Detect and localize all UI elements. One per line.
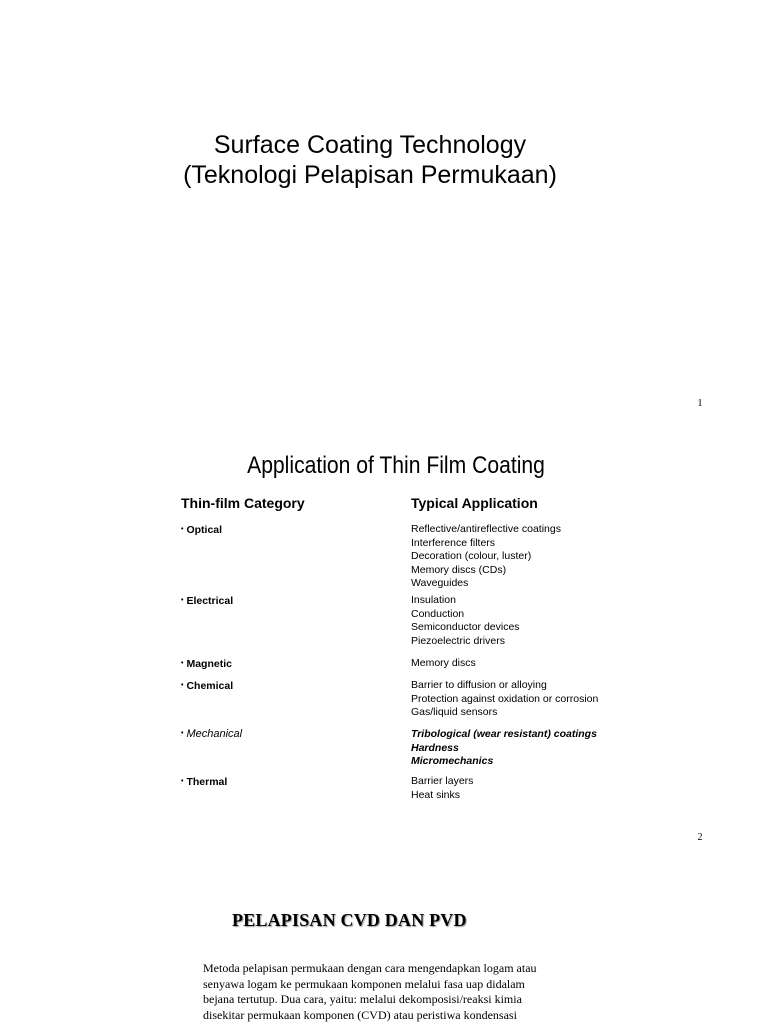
slide-1-title-line-2: (Teknologi Pelapisan Permukaan) <box>183 161 557 189</box>
category-electrical <box>181 594 233 609</box>
category-mechanical <box>181 727 242 742</box>
applications-electrical <box>411 594 520 648</box>
application-item: Reflective/antireflective coatings <box>411 523 561 535</box>
application-item: Memory discs (CDs) <box>411 563 507 576</box>
applications-mechanical <box>411 728 597 769</box>
application-item: Barrier layers <box>411 775 474 787</box>
application-item: Hardness <box>411 741 459 754</box>
application-item: Decoration (colour, luster) <box>411 550 532 562</box>
category-magnetic <box>181 657 232 672</box>
application-item: Protection against oxidation or corrosion <box>411 692 599 705</box>
column-header-application: Typical Application <box>411 495 538 511</box>
bullet: • <box>181 778 184 785</box>
category-label: Optical <box>186 524 223 536</box>
application-item: Gas/liquid sensors <box>411 706 498 718</box>
slide-2-title: Application of Thin Film Coating <box>247 452 545 479</box>
category-thermal <box>181 775 227 790</box>
application-item: Semiconductor devices <box>411 621 520 633</box>
applications-magnetic <box>411 657 476 671</box>
application-item: Memory discs <box>411 657 476 669</box>
application-item: Tribological (wear resistant) coatings <box>411 728 597 740</box>
application-item: Barrier to diffusion or alloying <box>411 679 547 691</box>
bullet: • <box>181 597 184 604</box>
bullet: • <box>181 682 184 689</box>
body-line: Metoda pelapisan permukaan dengan cara mengendapkan logam atau <box>203 961 537 975</box>
application-item: Micromechanics <box>411 755 494 767</box>
page-number-2: 2 <box>697 832 703 843</box>
category-label: Electrical <box>186 595 234 607</box>
body-line: bejana tertutup. Dua cara, yaitu: melalui dekomposisi/reaksi kimia <box>203 992 522 1006</box>
applications-chemical <box>411 679 598 720</box>
slide-1-title-line-1: Surface Coating Technology <box>213 131 527 159</box>
application-item: Waveguides <box>411 577 469 589</box>
page-number-1: 1 <box>697 398 703 409</box>
category-label: Thermal <box>186 776 228 788</box>
category-optical <box>181 523 222 538</box>
application-item: Insulation <box>411 594 456 606</box>
application-item: Conduction <box>411 607 465 620</box>
bullet: • <box>181 730 184 737</box>
body-line: disekitar permukaan komponen (CVD) atau peristiwa kondensasi <box>203 1007 517 1022</box>
application-item: Heat sinks <box>411 788 461 801</box>
bullet: • <box>181 526 184 533</box>
body-line: senyawa logam ke permukaan komponen melalui fasa uap didalam <box>203 976 525 991</box>
applications-optical <box>411 523 561 591</box>
bullet: • <box>181 660 184 667</box>
slide-3-title: PELAPISAN CVD DAN PVD <box>232 910 467 930</box>
column-header-category: Thin-film Category <box>181 495 305 511</box>
application-item: Piezoelectric drivers <box>411 634 505 647</box>
category-label: Magnetic <box>186 658 232 670</box>
application-item: Interference filters <box>411 536 496 549</box>
slide-3-body <box>203 961 583 1023</box>
category-label: Mechanical <box>186 728 243 740</box>
category-chemical <box>181 679 233 694</box>
slide-1-title <box>0 130 740 190</box>
category-label: Chemical <box>186 680 234 692</box>
applications-thermal <box>411 775 473 802</box>
